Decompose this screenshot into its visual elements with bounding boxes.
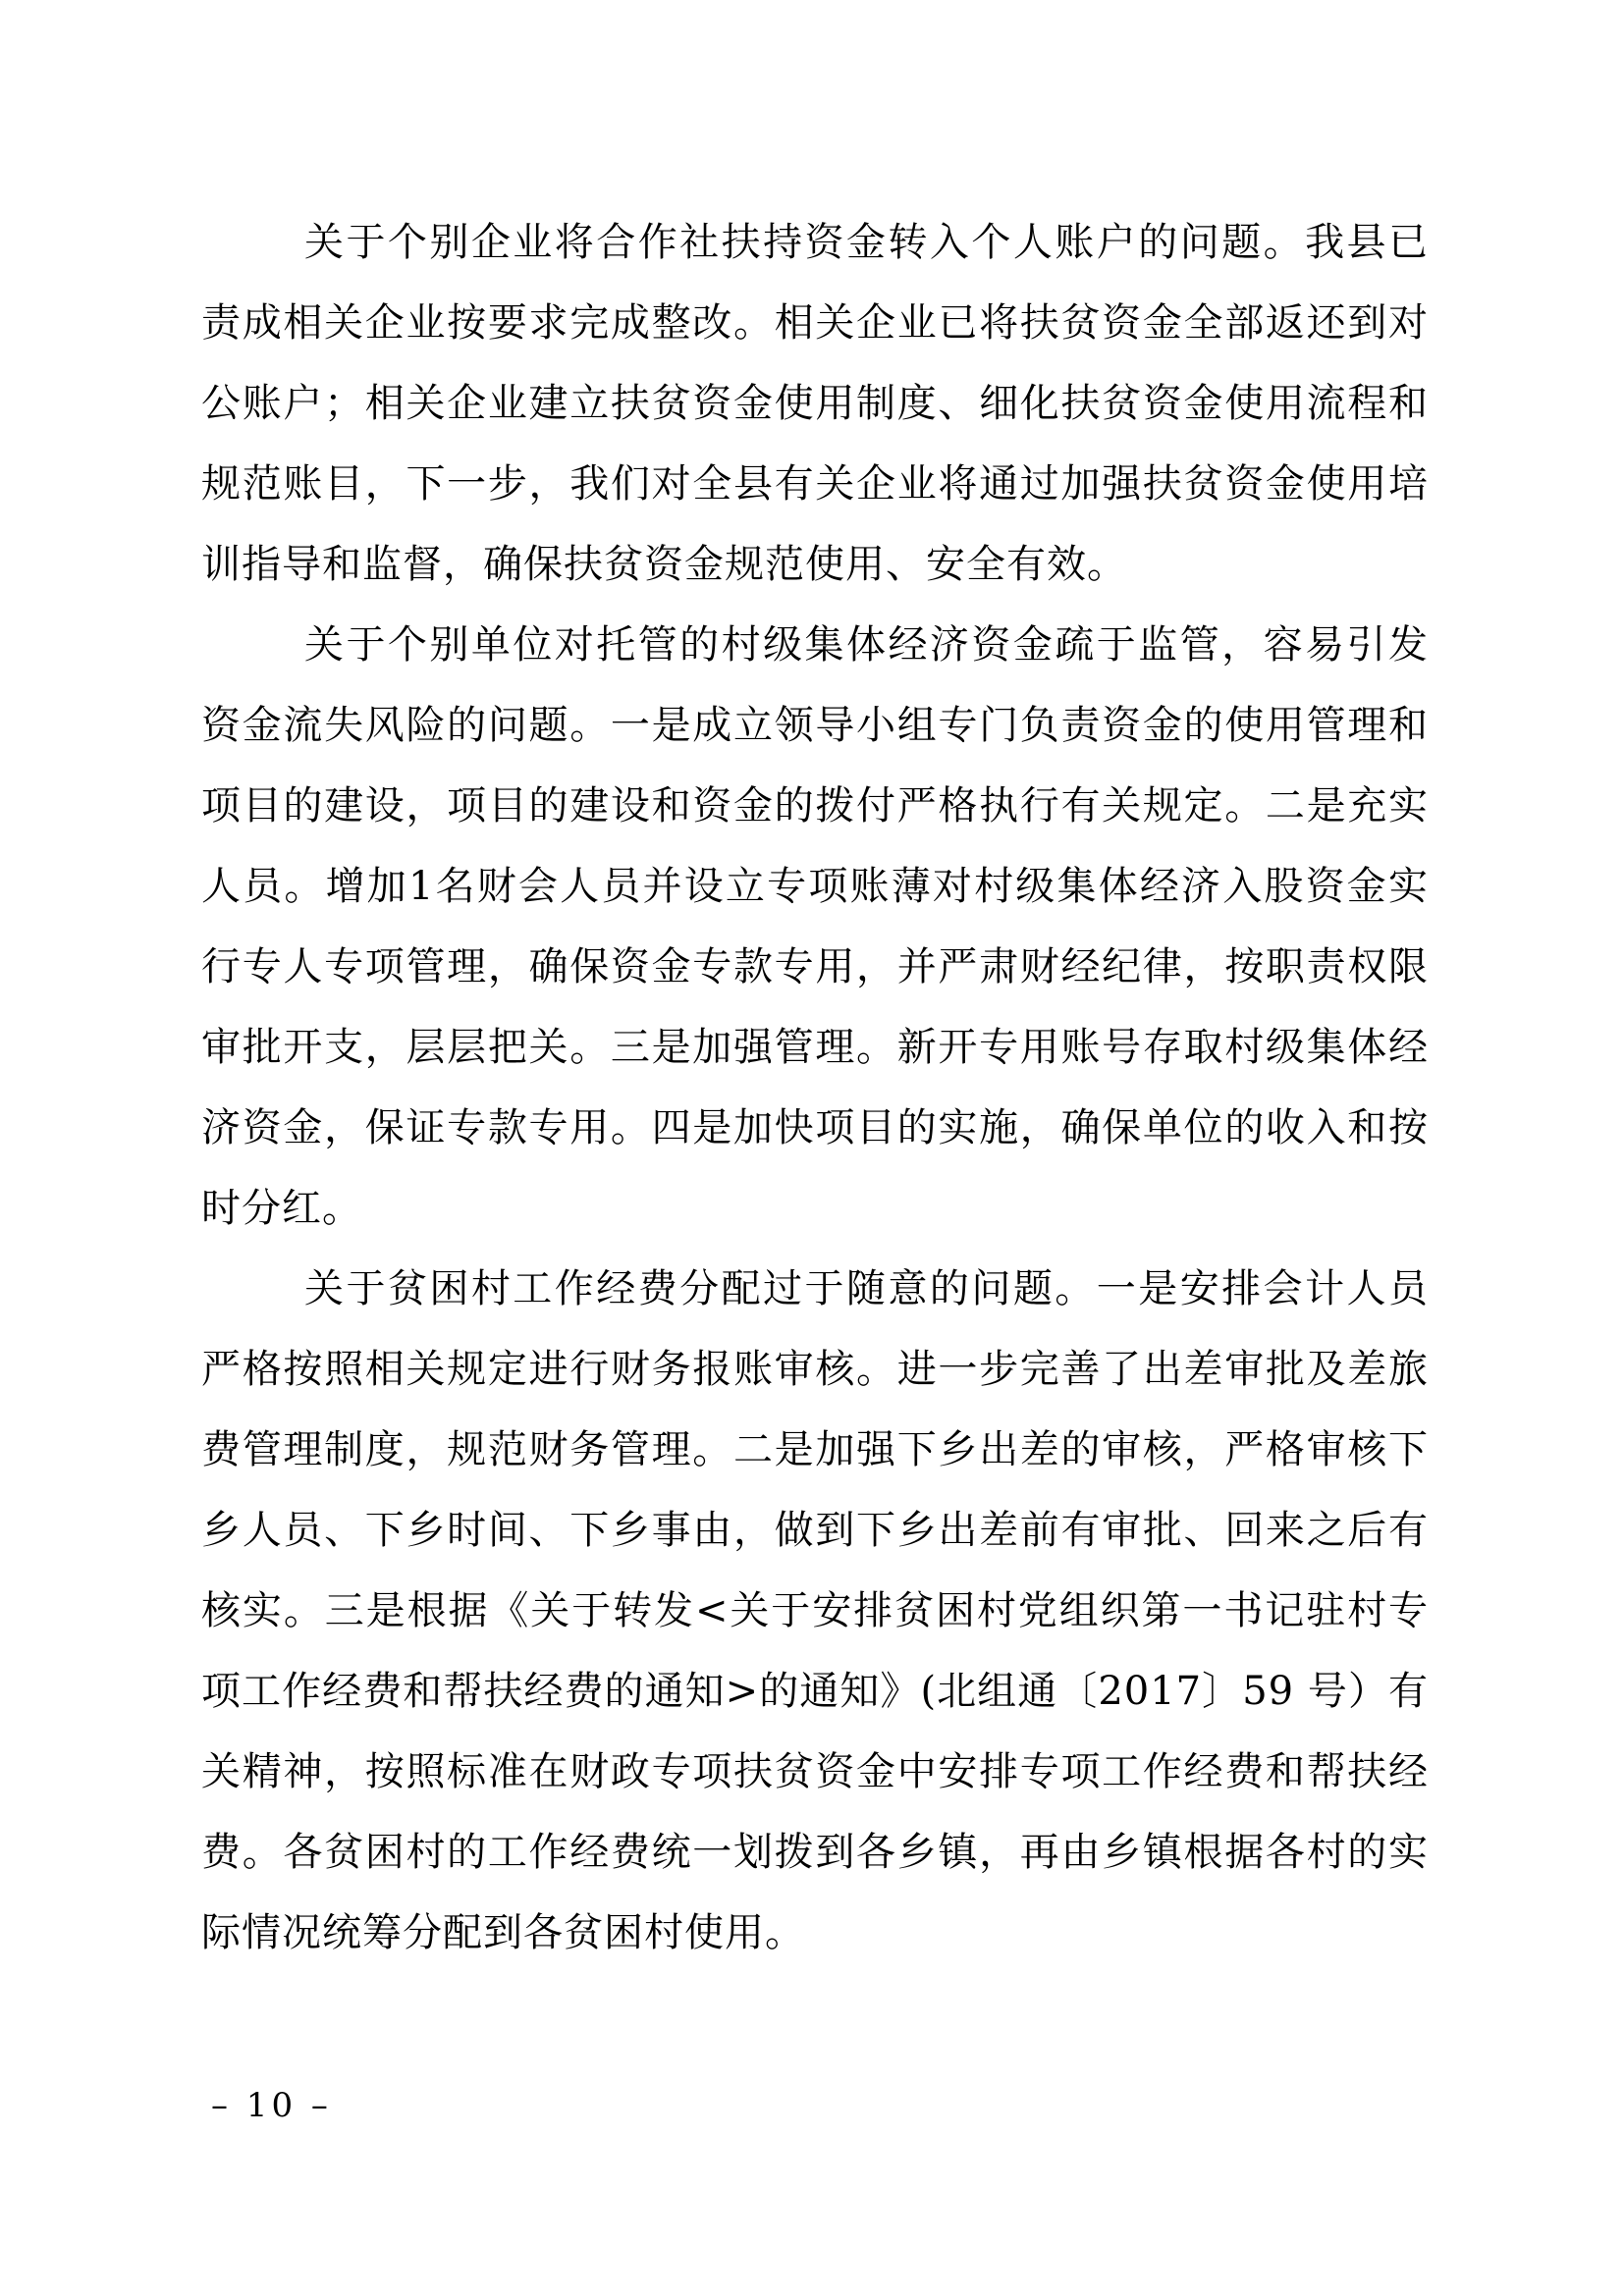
paragraph-cooperative-funds: 关于个别企业将合作社扶持资金转入个人账户的问题。我县已责成相关企业按要求完成整改。相关企业已将扶贫资金全部返还到对公账户；相关企业建立扶贫资金使用制度、细化扶贫资金使用流程和规范账目，下一步，我们对全县有关企业将通过加强扶贫资金使用培训指导和监督，确保扶贫资金规范使用、安全有效。	[201, 220, 1429, 587]
paragraph-collective-economy-funds: 关于个别单位对托管的村级集体经济资金疏于监管，容易引发资金流失风险的问题。一是成立领导小组专门负责资金的使用管理和项目的建设，项目的建设和资金的拨付严格执行有关规定。二是充实人员。增加1名财会人员并设立专项账薄对村级集体经济入股资金实行专人专项管理，确保资金专款专用，并严肃财经纪律，按职责权限审批开支，层层把关。三是加强管理。新开专用账号存取村级集体经济资金，保证专款专用。四是加快项目的实施，确保单位的收入和按时分红。	[201, 622, 1429, 1231]
paragraph-poverty-village-work-funds: 关于贫困村工作经费分配过于随意的问题。一是安排会计人员严格按照相关规定进行财务报账审核。进一步完善了出差审批及差旅费管理制度，规范财务管理。二是加强下乡出差的审核，严格审核下乡人员、下乡时间、下乡事由，做到下乡出差前有审批、回来之后有核实。三是根据《关于转发<关于安排贫困村党组织第一书记驻村专项工作经费和帮扶经费的通知>的通知》(北组通〔2017〕59 号）有关精神，按照标准在财政专项扶贫资金中安排专项工作经费和帮扶经费。各贫困村的工作经费统一划拨到各乡镇，再由乡镇根据各村的实际情况统筹分配到各贫困村使用。	[201, 1266, 1429, 1955]
document-body	[201, 202, 1429, 1973]
page-number: – 10 –	[211, 2086, 332, 2125]
